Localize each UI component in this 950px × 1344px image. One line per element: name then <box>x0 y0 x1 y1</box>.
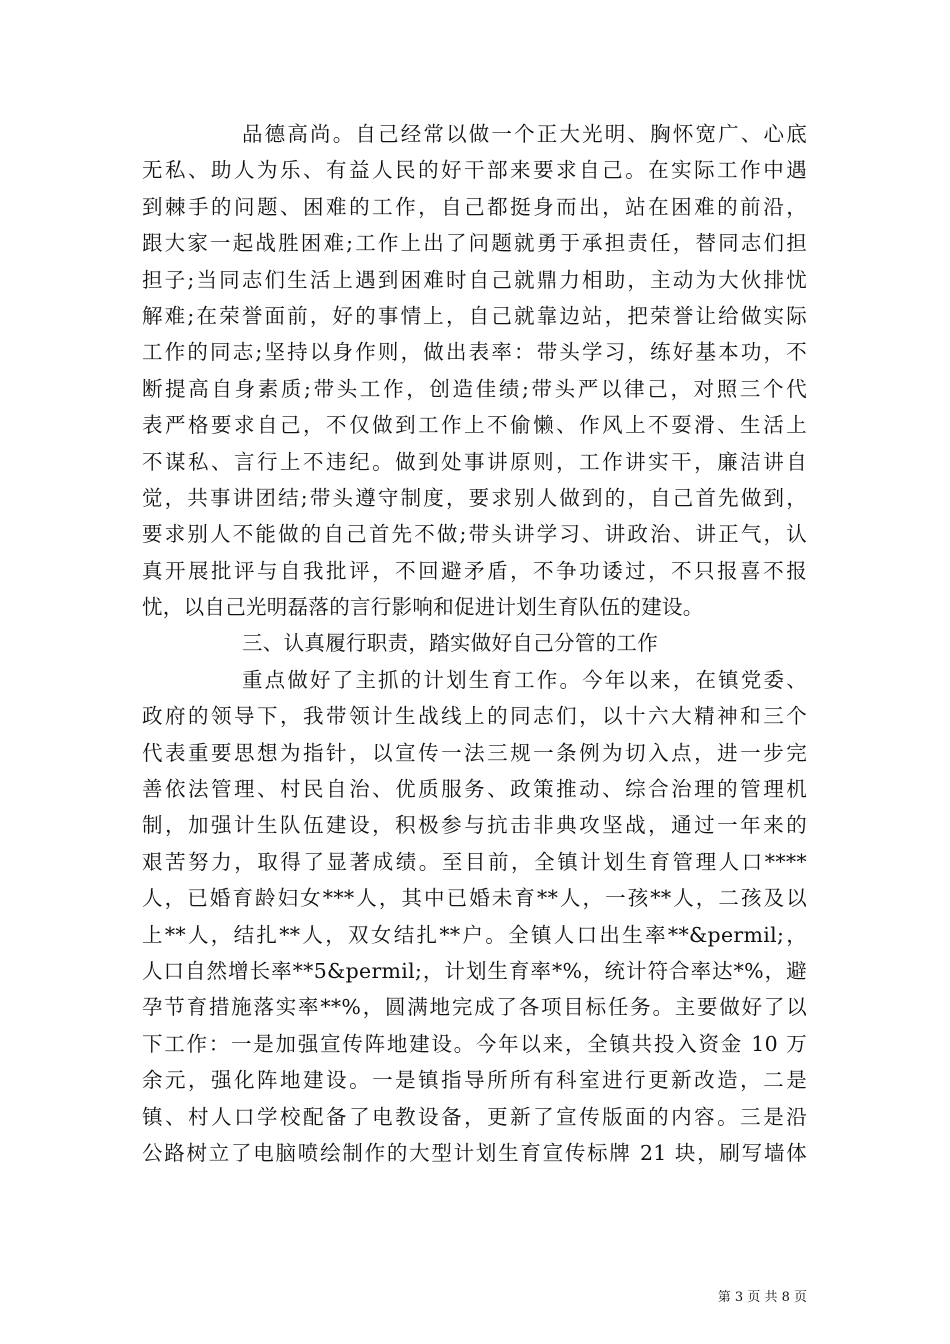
text-line: 忧，以自己光明磊落的言行影响和促进计划生育队伍的建设。 <box>142 595 704 620</box>
text-line: 孕节育措施落实率**%，圆满地完成了各项目标任务。主要做好了以 <box>142 995 807 1020</box>
text-line: 觉，共事讲团结;带头遵守制度，要求别人做到的，自己首先做到， <box>142 485 807 510</box>
section-heading: 三、认真履行职责，踏实做好自己分管的工作 <box>242 631 658 656</box>
text-line: 无私、助人为乐、有益人民的好干部来要求自己。在实际工作中遇 <box>142 158 807 183</box>
text-line: 表严格要求自己，不仅做到工作上不偷懒、作风上不耍滑、生活上 <box>142 413 807 438</box>
text-line: 到棘手的问题、困难的工作，自己都挺身而出，站在困难的前沿， <box>142 194 807 219</box>
text-line: 不谋私、言行上不违纪。做到处事讲原则，工作讲实干，廉洁讲自 <box>142 449 807 474</box>
text-line: 跟大家一起战胜困难;工作上出了问题就勇于承担责任，替同志们担 <box>142 231 807 256</box>
text-line: 余元，强化阵地建设。一是镇指导所所有科室进行更新改造，二是 <box>142 1068 807 1093</box>
document-body <box>142 116 807 1171</box>
text-line: 艰苦努力，取得了显著成绩。至目前，全镇计划生育管理人口**** <box>142 849 807 874</box>
text-line: 断提高自身素质;带头工作，创造佳绩;带头严以律己，对照三个代 <box>142 376 807 401</box>
text-line: 人口自然增长率**5&permil;，计划生育率*%，统计符合率达*%，避 <box>142 958 807 983</box>
text-line: 善依法管理、村民自治、优质服务、政策推动、综合治理的管理机 <box>142 777 807 802</box>
text-line: 品德高尚。自己经常以做一个正大光明、胸怀宽广、心底 <box>242 122 807 146</box>
text-line: 上**人，结扎**人，双女结扎**户。全镇人口出生率**&permil;， <box>142 922 807 947</box>
paragraph-character <box>142 116 807 625</box>
text-line: 担子;当同志们生活上遇到困难时自己就鼎力相助，主动为大伙排忧 <box>142 267 807 292</box>
text-line: 下工作：一是加强宣传阵地建设。今年以来，全镇共投入资金 10 万 <box>142 1031 807 1056</box>
text-line: 镇、村人口学校配备了电教设备，更新了宣传版面的内容。三是沿 <box>142 1104 807 1129</box>
text-line: 人，已婚育龄妇女***人，其中已婚未育**人，一孩**人，二孩及以 <box>142 886 807 911</box>
text-line: 要求别人不能做的自己首先不做;带头讲学习、讲政治、讲正气，认 <box>142 522 807 547</box>
text-line: 真开展批评与自我批评，不回避矛盾，不争功诿过，不只报喜不报 <box>142 558 807 583</box>
text-line: 制，加强计生队伍建设，积极参与抗击非典攻坚战，通过一年来的 <box>142 813 807 838</box>
text-line: 解难;在荣誉面前，好的事情上，自己就靠边站，把荣誉让给做实际 <box>142 303 807 328</box>
text-line: 代表重要思想为指针，以宣传一法三规一条例为切入点，进一步完 <box>142 740 807 765</box>
text-line: 工作的同志;坚持以身作则，做出表率：带头学习，练好基本功，不 <box>142 340 807 365</box>
text-line: 重点做好了主抓的计划生育工作。今年以来，在镇党委、 <box>242 667 807 692</box>
text-line: 政府的领导下，我带领计生战线上的同志们，以十六大精神和三个 <box>142 704 807 729</box>
text-line: 公路树立了电脑喷绘制作的大型计划生育宣传标牌 21 块，刷写墙体 <box>142 1140 807 1165</box>
paragraph-family-planning <box>142 662 807 1171</box>
page-number: 第 3 页 共 8 页 <box>717 1290 807 1305</box>
